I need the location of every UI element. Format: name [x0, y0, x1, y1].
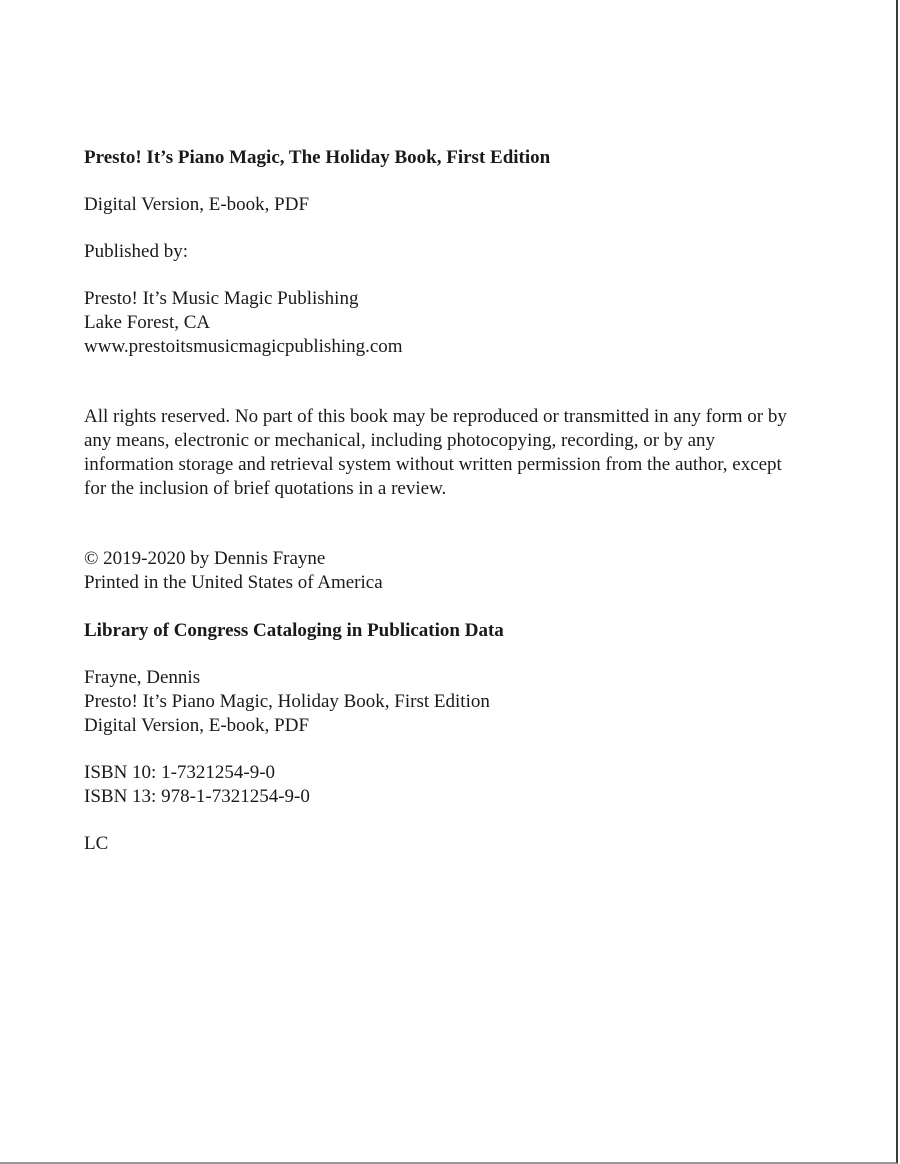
cataloging-heading: Library of Congress Cataloging in Publication Data [84, 620, 504, 641]
format-line: Digital Version, E-book, PDF [84, 194, 310, 215]
publisher-website: www.prestoitsmusicmagicpublishing.com [84, 336, 403, 357]
copyright-page-content [84, 146, 854, 856]
rights-paragraph [84, 405, 854, 501]
rights-line: for the inclusion of brief quotations in a review. [84, 478, 447, 499]
edition-title: Presto! It’s Piano Magic, The Holiday Book, First Edition [84, 147, 551, 168]
publisher-location: Lake Forest, CA [84, 312, 211, 333]
rights-line: information storage and retrieval system without written permission from the author, except [84, 454, 782, 475]
cataloging-author: Frayne, Dennis [84, 667, 201, 688]
rights-line: All rights reserved. No part of this book may be reproduced or transmitted in any form or by [84, 406, 787, 427]
rights-line: any means, electronic or mechanical, including photocopying, recording, or by any [84, 430, 716, 451]
copyright-line: © 2019-2020 by Dennis Frayne [84, 548, 326, 569]
cataloging-format: Digital Version, E-book, PDF [84, 715, 310, 736]
publisher-name: Presto! It’s Music Magic Publishing [84, 288, 359, 309]
lc-line: LC [84, 833, 109, 854]
published-by-label: Published by: [84, 241, 188, 262]
printed-in-line: Printed in the United States of America [84, 572, 383, 593]
isbn-10: ISBN 10: 1-7321254-9-0 [84, 762, 276, 783]
isbn-13: ISBN 13: 978-1-7321254-9-0 [84, 786, 310, 807]
cataloging-title: Presto! It’s Piano Magic, Holiday Book, First Edition [84, 691, 490, 712]
